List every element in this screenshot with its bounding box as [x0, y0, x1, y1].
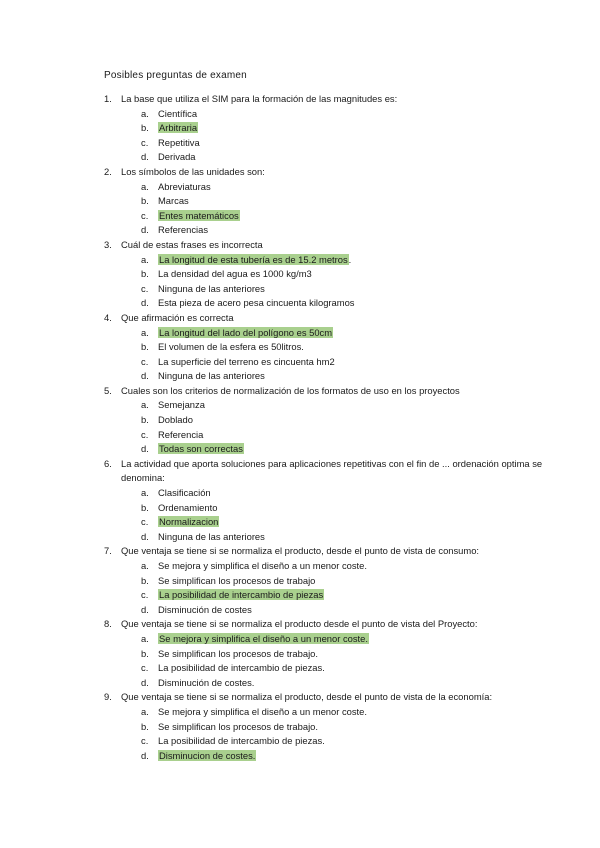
option-letter: b.	[141, 195, 149, 207]
option-d	[104, 223, 574, 238]
option-letter: b.	[141, 122, 149, 134]
option-text: El volumen de la esfera es 50litros.	[158, 341, 304, 353]
option-text: Científica	[158, 107, 198, 119]
option-letter: c.	[141, 662, 149, 674]
option-d	[104, 676, 574, 691]
question-text: Que ventaja se tiene si se normaliza el producto, desde el punto de vista de la economía:	[121, 691, 493, 703]
option-text: Ordenamiento	[158, 501, 218, 513]
option-a	[104, 486, 574, 501]
option-d	[104, 296, 574, 311]
option-c	[104, 588, 574, 603]
question-5	[104, 384, 574, 399]
option-list	[104, 632, 574, 690]
option-letter: a.	[141, 705, 149, 717]
question-text: La actividad que aporta soluciones para aplicaciones repetitivas con el fin de ... ordenación optima se denomina:	[121, 457, 543, 484]
option-b	[104, 720, 574, 735]
option-c	[104, 209, 574, 224]
option-list	[104, 326, 574, 384]
question-6	[104, 457, 574, 486]
option-suffix: .	[348, 253, 352, 265]
question-text: Cuál de estas frases es incorrecta	[121, 238, 263, 250]
option-letter: c.	[141, 209, 149, 221]
option-a	[104, 107, 574, 122]
option-a	[104, 705, 574, 720]
highlighted-answer: La posibilidad de intercambio de piezas	[159, 589, 324, 601]
option-text: Disminución de costes	[158, 603, 252, 615]
option-letter: b.	[141, 647, 149, 659]
option-text: La posibilidad de intercambio de piezas.	[158, 735, 325, 747]
option-a	[104, 253, 574, 268]
option-text: La superficie del terreno es cincuenta hm2	[158, 355, 335, 367]
option-a	[104, 180, 574, 195]
question-8	[104, 617, 574, 632]
option-d	[104, 603, 574, 618]
highlighted-answer: La longitud de esta tubería es de 15.2 metros	[159, 253, 348, 265]
option-text: La densidad del agua es 1000 kg/m3	[158, 268, 312, 280]
option-letter: d.	[141, 224, 149, 236]
option-b	[104, 574, 574, 589]
option-letter: b.	[141, 720, 149, 732]
option-list	[104, 253, 574, 311]
option-letter: d.	[141, 749, 149, 761]
option-text: Referencia	[158, 428, 204, 440]
option-b	[104, 194, 574, 209]
option-letter: d.	[141, 297, 149, 309]
option-text: Repetitiva	[158, 136, 200, 148]
option-letter: d.	[141, 151, 149, 163]
option-text: Ninguna de las anteriores	[158, 530, 265, 542]
option-text: Referencias	[158, 224, 209, 236]
option-text: Se simplifican los procesos de trabajo.	[158, 647, 318, 659]
option-list	[104, 398, 574, 456]
question-1	[104, 92, 574, 107]
question-9	[104, 690, 574, 705]
option-letter: a.	[141, 560, 149, 571]
option-d	[104, 369, 574, 384]
option-c	[104, 661, 574, 676]
option-text: La posibilidad de intercambio de piezas.	[158, 662, 325, 674]
question-7	[104, 544, 574, 559]
question-number: 6.	[104, 457, 112, 469]
question-number: 9.	[104, 691, 112, 703]
question-2	[104, 165, 574, 180]
option-letter: b.	[141, 341, 149, 353]
option-letter: b.	[141, 574, 149, 586]
option-c	[104, 136, 574, 151]
option-text: Derivada	[158, 151, 196, 163]
option-letter: d.	[141, 603, 149, 615]
option-text: Se simplifican los procesos de trabajo	[158, 574, 316, 586]
option-b	[104, 340, 574, 355]
option-list	[104, 107, 574, 165]
option-letter: d.	[141, 676, 149, 688]
question-list	[104, 92, 574, 763]
question-4	[104, 311, 574, 326]
option-text: Disminución de costes.	[158, 676, 255, 688]
option-text: Semejanza	[158, 399, 205, 411]
option-letter: d.	[141, 530, 149, 542]
highlighted-answer: Todas son correctas	[159, 443, 243, 455]
option-letter: b.	[141, 414, 149, 426]
option-d	[104, 530, 574, 545]
option-b	[104, 121, 574, 136]
question-number: 1.	[104, 93, 112, 104]
option-letter: c.	[141, 735, 149, 747]
option-letter: a.	[141, 326, 149, 338]
option-letter: a.	[141, 487, 149, 499]
highlighted-answer: Arbitraria	[159, 122, 198, 134]
option-list	[104, 180, 574, 238]
question-text: Que ventaja se tiene si se normaliza el producto, desde el punto de vista de consumo:	[121, 545, 480, 557]
option-list	[104, 486, 574, 544]
highlighted-answer: Entes matemáticos	[159, 209, 239, 221]
question-number: 7.	[104, 545, 112, 557]
highlighted-answer: La longitud del lado del polígono es 50cm	[159, 326, 333, 338]
option-letter: a.	[141, 253, 149, 265]
option-c	[104, 428, 574, 443]
option-text: Se mejora y simplifica el diseño a un menor coste.	[158, 705, 367, 717]
option-text: Ninguna de las anteriores	[158, 370, 265, 382]
question-number: 2.	[104, 165, 112, 177]
option-text: Doblado	[158, 414, 193, 426]
option-letter: c.	[141, 428, 149, 440]
option-c	[104, 734, 574, 749]
option-text: Se mejora y simplifica el diseño a un menor coste.	[158, 560, 367, 571]
option-c	[104, 282, 574, 297]
question-number: 3.	[104, 238, 112, 250]
option-letter: d.	[141, 370, 149, 382]
option-text: Esta pieza de acero pesa cincuenta kilogramos	[158, 297, 355, 309]
option-c	[104, 355, 574, 370]
option-a	[104, 326, 574, 341]
option-d	[104, 749, 574, 764]
option-a	[104, 632, 574, 647]
question-text: Los símbolos de las unidades son:	[121, 165, 265, 177]
option-letter: c.	[141, 589, 149, 601]
option-list	[104, 559, 574, 617]
option-letter: a.	[141, 180, 149, 192]
option-b	[104, 501, 574, 516]
question-text: Que afirmación es correcta	[121, 311, 234, 323]
option-text: Marcas	[158, 195, 189, 207]
option-letter: a.	[141, 107, 149, 119]
option-text: Se simplifican los procesos de trabajo.	[158, 720, 318, 732]
highlighted-answer: Disminucion de costes.	[159, 749, 256, 761]
question-text: Que ventaja se tiene si se normaliza el producto desde el punto de vista del Proyecto:	[121, 618, 478, 630]
option-b	[104, 647, 574, 662]
question-text: La base que utiliza el SIM para la formación de las magnitudes es:	[121, 93, 398, 104]
option-letter: a.	[141, 632, 149, 644]
option-letter: c.	[141, 355, 149, 367]
option-letter: a.	[141, 399, 149, 411]
highlighted-answer: Se mejora y simplifica el diseño a un menor coste.	[159, 632, 368, 644]
option-text: Ninguna de las anteriores	[158, 282, 265, 294]
question-number: 5.	[104, 384, 112, 396]
option-letter: c.	[141, 516, 149, 528]
option-a	[104, 559, 574, 574]
option-letter: c.	[141, 136, 149, 148]
option-text: Abreviaturas	[158, 180, 211, 192]
question-text: Cuales son los criterios de normalización de los formatos de uso en los proyectos	[121, 384, 460, 396]
question-3	[104, 238, 574, 253]
option-a	[104, 398, 574, 413]
option-letter: d.	[141, 443, 149, 455]
option-d	[104, 442, 574, 457]
question-number: 4.	[104, 311, 112, 323]
option-letter: c.	[141, 282, 149, 294]
option-b	[104, 413, 574, 428]
question-number: 8.	[104, 618, 112, 630]
option-list	[104, 705, 574, 763]
document-title: Posibles preguntas de examen	[104, 70, 247, 81]
highlighted-answer: Normalizacion	[159, 516, 219, 528]
option-letter: b.	[141, 268, 149, 280]
option-letter: b.	[141, 501, 149, 513]
option-b	[104, 267, 574, 282]
option-d	[104, 150, 574, 165]
option-text: Clasificación	[158, 487, 211, 499]
option-c	[104, 515, 574, 530]
